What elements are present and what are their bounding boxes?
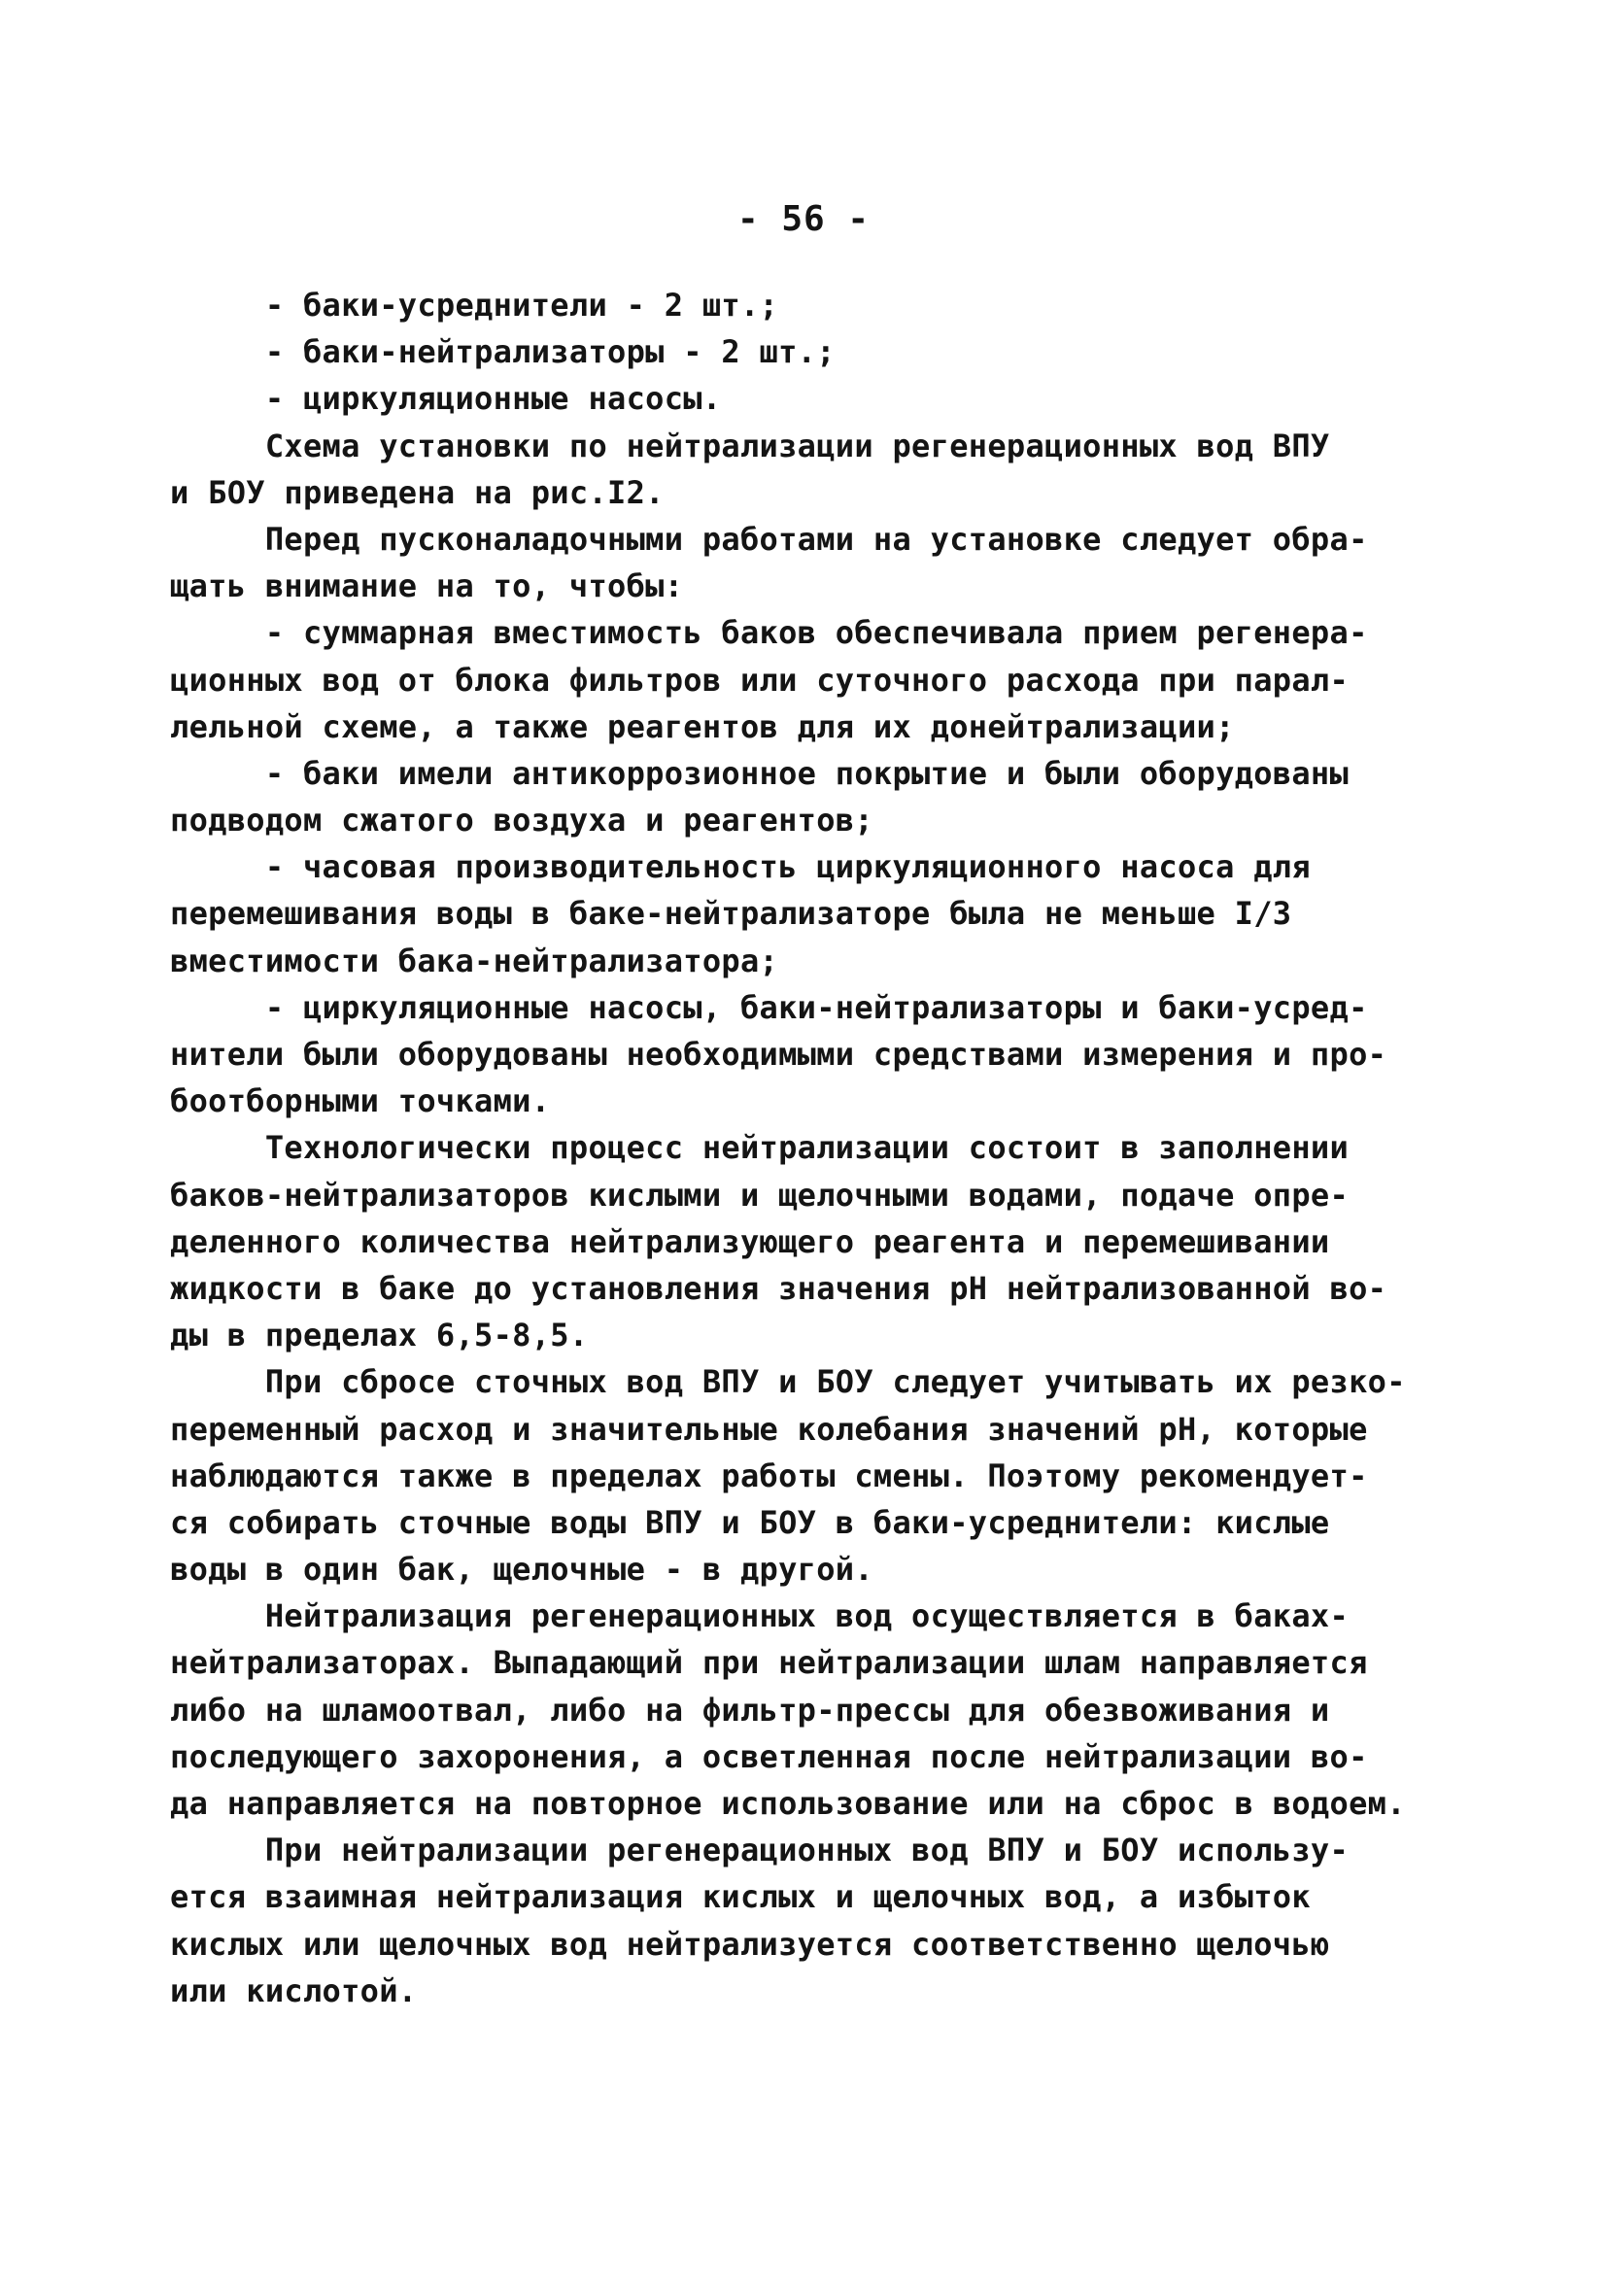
text-line: - баки имели антикоррозионное покрытие и были оборудованы (170, 754, 1350, 792)
text-line: ционных вод от блока фильтров или суточного расхода при парал- (170, 661, 1350, 699)
text-line: наблюдаются также в пределах работы смены. Поэтому рекомендует- (170, 1456, 1368, 1494)
text-line: Перед пусконаладочными работами на установке следует обра- (170, 520, 1368, 558)
text-line: нители были оборудованы необходимыми средствами измерения и про- (170, 1036, 1387, 1073)
text-line: При нейтрализации регенерационных вод ВПУ и БОУ использу- (170, 1832, 1350, 1869)
text-line: - суммарная вместимость баков обеспечивала прием регенера- (170, 614, 1368, 652)
text-line: нейтрализаторах. Выпадающий при нейтрализации шлам направляется (170, 1644, 1368, 1682)
text-line: последующего захоронения, а осветленная после нейтрализации во- (170, 1737, 1368, 1775)
text-line: или кислотой. (170, 1971, 418, 2009)
text-line: и БОУ приведена на рис.I2. (170, 473, 665, 511)
text-line: - баки-усреднители - 2 шт.; (170, 287, 779, 324)
text-line: жидкости в баке до установления значения рН нейтрализованной во- (170, 1269, 1387, 1307)
text-line: лельной схеме, а также реагентов для их донейтрализации; (170, 707, 1235, 745)
text-line: боотборными точками. (170, 1082, 551, 1120)
text-line: При сбросе сточных вод ВПУ и БОУ следует учитывать их резко- (170, 1363, 1406, 1401)
text-line: - часовая производительность циркуляционного насоса для (170, 848, 1311, 886)
text-line: Схема установки по нейтрализации регенерационных вод ВПУ (170, 427, 1330, 464)
text-line: переменный расход и значительные колебания значений рН, которые (170, 1410, 1368, 1448)
text-line: подводом сжатого воздуха и реагентов; (170, 802, 873, 840)
text-line: Технологически процесс нейтрализации состоит в заполнении (170, 1129, 1350, 1167)
body-text (170, 282, 1443, 2014)
text-line: баков-нейтрализаторов кислыми и щелочными водами, подаче опре- (170, 1176, 1350, 1214)
text-line: - баки-нейтрализаторы - 2 шт.; (170, 333, 836, 371)
text-line: щать внимание на то, чтобы: (170, 567, 684, 605)
page-number: - 56 - (736, 199, 871, 239)
text-line: вместимости бака-нейтрализатора; (170, 942, 779, 979)
text-line: деленного количества нейтрализующего реагента и перемешивании (170, 1222, 1330, 1260)
text-line: воды в один бак, щелочные - в другой. (170, 1551, 873, 1589)
text-line: - циркуляционные насосы, баки-нейтрализаторы и баки-усред- (170, 988, 1368, 1026)
text-line: ся собирать сточные воды ВПУ и БОУ в баки-усреднители: кислые (170, 1503, 1330, 1541)
text-line: либо на шламоотвал, либо на фильтр-прессы для обезвоживания и (170, 1691, 1330, 1729)
text-line: да направляется на повторное использование или на сброс в водоем. (170, 1785, 1406, 1822)
text-line: перемешивания воды в баке-нейтрализаторе была не меньше I/3 (170, 895, 1292, 933)
text-line: - циркуляционные насосы. (170, 380, 722, 418)
text-line: ды в пределах 6,5-8,5. (170, 1317, 589, 1354)
text-line: ется взаимная нейтрализация кислых и щелочных вод, а избыток (170, 1878, 1311, 1916)
text-line: Нейтрализация регенерационных вод осуществляется в баках- (170, 1597, 1350, 1635)
text-line: кислых или щелочных вод нейтрализуется соответственно щелочью (170, 1925, 1330, 1963)
